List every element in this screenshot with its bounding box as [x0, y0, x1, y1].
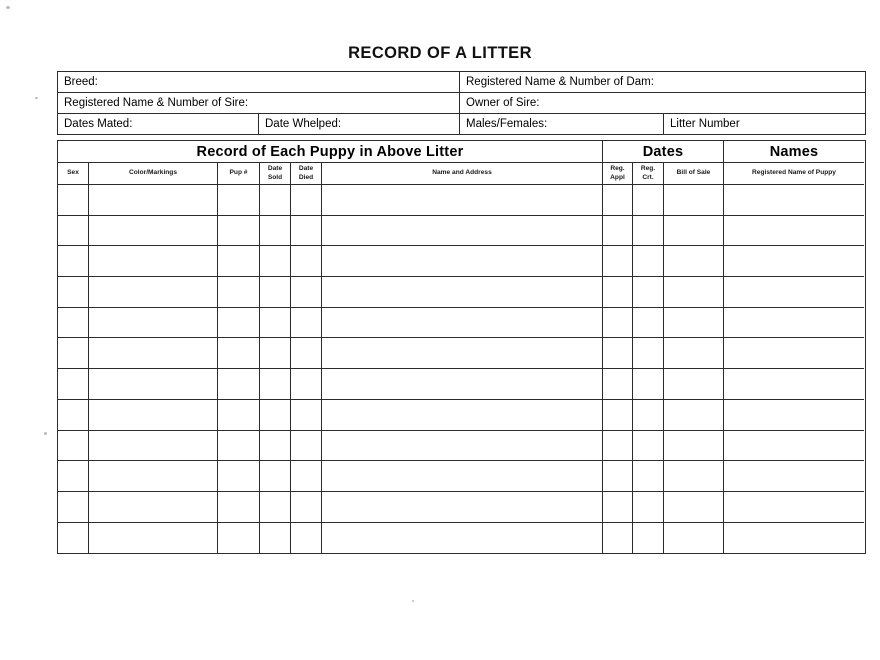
cell-date-died[interactable] — [290, 246, 321, 277]
cell-date-died[interactable] — [290, 431, 321, 462]
column-header-reg-appl-line2: Appl — [610, 173, 625, 181]
cell-date-died[interactable] — [290, 461, 321, 492]
table-column-header-row — [58, 163, 865, 185]
cell-name-and-address[interactable] — [321, 216, 602, 247]
table-row — [58, 246, 865, 277]
cell-bill-of-sale[interactable] — [663, 431, 723, 462]
cell-registered-name-of-puppy[interactable] — [723, 308, 864, 339]
cell-pup-number[interactable] — [217, 400, 259, 431]
registered-name-number-sire-label: Registered Name & Number of Sire: — [64, 97, 249, 109]
table-row — [58, 308, 865, 339]
cell-date-died[interactable] — [290, 400, 321, 431]
cell-registered-name-of-puppy[interactable] — [723, 216, 864, 247]
table-row — [58, 277, 865, 308]
cell-date-sold[interactable] — [259, 338, 290, 369]
cell-name-and-address[interactable] — [321, 492, 602, 523]
cell-pup-number[interactable] — [217, 461, 259, 492]
cell-registered-name-of-puppy[interactable] — [723, 461, 864, 492]
cell-date-died[interactable] — [290, 369, 321, 400]
table-row — [58, 369, 865, 400]
cell-date-sold[interactable] — [259, 308, 290, 339]
column-header-date-died — [290, 163, 321, 185]
column-header-color-markings: Color/Markings — [88, 163, 217, 185]
cell-date-sold[interactable] — [259, 185, 290, 216]
cell-date-sold[interactable] — [259, 216, 290, 247]
cell-bill-of-sale[interactable] — [663, 277, 723, 308]
cell-pup-number[interactable] — [217, 277, 259, 308]
cell-registered-name-of-puppy[interactable] — [723, 431, 864, 462]
owner-of-sire-label: Owner of Sire: — [459, 93, 865, 113]
cell-bill-of-sale[interactable] — [663, 246, 723, 277]
cell-sex[interactable] — [58, 431, 88, 462]
cell-color-markings[interactable] — [88, 431, 217, 462]
cell-reg-crt[interactable] — [632, 246, 663, 277]
cell-pup-number[interactable] — [217, 308, 259, 339]
column-header-date-sold-line2: Sold — [267, 173, 283, 181]
cell-date-sold[interactable] — [259, 523, 290, 554]
cell-pup-number[interactable] — [217, 338, 259, 369]
group-header-names: Names — [723, 141, 864, 163]
litter-number-label: Litter Number — [663, 114, 865, 134]
cell-sex[interactable] — [58, 369, 88, 400]
table-row — [58, 523, 865, 554]
cell-name-and-address[interactable] — [321, 338, 602, 369]
cell-registered-name-of-puppy[interactable] — [723, 338, 864, 369]
cell-registered-name-of-puppy[interactable] — [723, 523, 864, 554]
page-title: RECORD OF A LITTER — [348, 44, 532, 62]
cell-bill-of-sale[interactable] — [663, 523, 723, 554]
cell-registered-name-of-puppy[interactable] — [723, 246, 864, 277]
table-row — [58, 400, 865, 431]
cell-sex[interactable] — [58, 523, 88, 554]
cell-color-markings[interactable] — [88, 277, 217, 308]
cell-color-markings[interactable] — [88, 246, 217, 277]
cell-registered-name-of-puppy[interactable] — [723, 185, 864, 216]
scan-speck — [35, 97, 38, 99]
cell-color-markings[interactable] — [88, 492, 217, 523]
table-body — [58, 185, 865, 553]
cell-reg-crt[interactable] — [632, 308, 663, 339]
cell-sex[interactable] — [58, 338, 88, 369]
cell-reg-crt[interactable] — [632, 277, 663, 308]
cell-sex[interactable] — [58, 461, 88, 492]
cell-date-died[interactable] — [290, 338, 321, 369]
cell-sex[interactable] — [58, 400, 88, 431]
cell-date-sold[interactable] — [259, 277, 290, 308]
cell-bill-of-sale[interactable] — [663, 369, 723, 400]
cell-sex[interactable] — [58, 492, 88, 523]
cell-name-and-address[interactable] — [321, 246, 602, 277]
cell-reg-crt[interactable] — [632, 461, 663, 492]
column-header-date-sold-line1: Date — [267, 165, 283, 173]
cell-sex[interactable] — [58, 216, 88, 247]
cell-reg-appl[interactable] — [602, 492, 632, 523]
cell-bill-of-sale[interactable] — [663, 400, 723, 431]
males-females-label: Males/Females: — [459, 114, 663, 134]
cell-reg-crt[interactable] — [632, 400, 663, 431]
cell-bill-of-sale[interactable] — [663, 185, 723, 216]
header-row-dates-litter — [58, 114, 865, 135]
cell-reg-crt[interactable] — [632, 492, 663, 523]
dates-mated-label: Dates Mated: — [64, 118, 133, 130]
cell-pup-number[interactable] — [217, 369, 259, 400]
cell-date-sold[interactable] — [259, 492, 290, 523]
cell-registered-name-of-puppy[interactable] — [723, 277, 864, 308]
column-header-pup-number: Pup # — [217, 163, 259, 185]
table-row — [58, 461, 865, 492]
cell-date-died[interactable] — [290, 277, 321, 308]
cell-reg-appl[interactable] — [602, 369, 632, 400]
cell-reg-appl[interactable] — [602, 400, 632, 431]
puppy-record-table — [57, 140, 866, 554]
cell-name-and-address[interactable] — [321, 431, 602, 462]
cell-pup-number[interactable] — [217, 492, 259, 523]
cell-name-and-address[interactable] — [321, 369, 602, 400]
column-header-reg-crt — [632, 163, 663, 185]
cell-date-died[interactable] — [290, 216, 321, 247]
group-header-dates: Dates — [602, 141, 723, 163]
cell-pup-number[interactable] — [217, 185, 259, 216]
cell-date-died[interactable] — [290, 308, 321, 339]
cell-reg-crt[interactable] — [632, 185, 663, 216]
cell-date-sold[interactable] — [259, 369, 290, 400]
column-header-name-and-address: Name and Address — [321, 163, 602, 185]
cell-date-sold[interactable] — [259, 246, 290, 277]
cell-name-and-address[interactable] — [321, 523, 602, 554]
cell-sex[interactable] — [58, 246, 88, 277]
scan-speck — [412, 600, 414, 602]
group-header-record-of-each-puppy: Record of Each Puppy in Above Litter — [58, 141, 602, 163]
cell-name-and-address[interactable] — [321, 277, 602, 308]
header-row-sire-owner — [58, 93, 865, 114]
cell-date-died[interactable] — [290, 492, 321, 523]
column-header-reg-crt-line1: Reg. — [640, 165, 656, 173]
scan-speck — [44, 432, 47, 435]
table-row — [58, 492, 865, 523]
cell-sex[interactable] — [58, 277, 88, 308]
cell-color-markings[interactable] — [88, 523, 217, 554]
table-row — [58, 338, 865, 369]
column-header-date-died-line1: Date — [298, 165, 314, 173]
cell-reg-appl[interactable] — [602, 523, 632, 554]
cell-bill-of-sale[interactable] — [663, 461, 723, 492]
cell-date-sold[interactable] — [259, 400, 290, 431]
cell-sex[interactable] — [58, 185, 88, 216]
header-row-breed-dam — [58, 72, 865, 93]
cell-color-markings[interactable] — [88, 185, 217, 216]
column-header-date-died-line2: Died — [298, 173, 314, 181]
cell-date-died[interactable] — [290, 185, 321, 216]
litter-header-block — [57, 71, 866, 135]
column-header-date-sold — [259, 163, 290, 185]
cell-date-sold[interactable] — [259, 461, 290, 492]
cell-date-sold[interactable] — [259, 431, 290, 462]
table-row — [58, 216, 865, 247]
cell-reg-appl[interactable] — [602, 431, 632, 462]
cell-name-and-address[interactable] — [321, 185, 602, 216]
cell-pup-number[interactable] — [217, 431, 259, 462]
table-row — [58, 431, 865, 462]
cell-name-and-address[interactable] — [321, 461, 602, 492]
cell-reg-appl[interactable] — [602, 185, 632, 216]
cell-reg-appl[interactable] — [602, 308, 632, 339]
registered-name-number-dam-label: Registered Name & Number of Dam: — [459, 72, 865, 92]
cell-reg-crt[interactable] — [632, 431, 663, 462]
cell-color-markings[interactable] — [88, 338, 217, 369]
column-header-bill-of-sale: Bill of Sale — [663, 163, 723, 185]
cell-registered-name-of-puppy[interactable] — [723, 369, 864, 400]
cell-color-markings[interactable] — [88, 216, 217, 247]
cell-name-and-address[interactable] — [321, 308, 602, 339]
cell-bill-of-sale[interactable] — [663, 216, 723, 247]
cell-reg-crt[interactable] — [632, 369, 663, 400]
cell-registered-name-of-puppy[interactable] — [723, 492, 864, 523]
cell-sex[interactable] — [58, 308, 88, 339]
column-header-registered-name-of-puppy: Registered Name of Puppy — [723, 163, 864, 185]
date-whelped-label: Date Whelped: — [258, 114, 459, 134]
cell-color-markings[interactable] — [88, 369, 217, 400]
table-row — [58, 185, 865, 216]
breed-label: Breed: — [64, 76, 98, 88]
column-header-reg-appl-line1: Reg. — [610, 165, 625, 173]
cell-reg-appl[interactable] — [602, 216, 632, 247]
cell-bill-of-sale[interactable] — [663, 308, 723, 339]
cell-pup-number[interactable] — [217, 523, 259, 554]
column-header-reg-crt-line2: Crt. — [642, 173, 654, 181]
scan-speck — [6, 6, 10, 9]
cell-pup-number[interactable] — [217, 216, 259, 247]
cell-reg-appl[interactable] — [602, 277, 632, 308]
cell-color-markings[interactable] — [88, 461, 217, 492]
cell-reg-appl[interactable] — [602, 461, 632, 492]
cell-date-died[interactable] — [290, 523, 321, 554]
cell-name-and-address[interactable] — [321, 400, 602, 431]
cell-reg-crt[interactable] — [632, 216, 663, 247]
cell-registered-name-of-puppy[interactable] — [723, 400, 864, 431]
cell-reg-crt[interactable] — [632, 338, 663, 369]
cell-pup-number[interactable] — [217, 246, 259, 277]
column-header-sex: Sex — [58, 163, 88, 185]
cell-reg-appl[interactable] — [602, 246, 632, 277]
cell-reg-appl[interactable] — [602, 338, 632, 369]
table-group-header-row — [58, 141, 865, 163]
cell-color-markings[interactable] — [88, 400, 217, 431]
cell-bill-of-sale[interactable] — [663, 492, 723, 523]
cell-color-markings[interactable] — [88, 308, 217, 339]
cell-bill-of-sale[interactable] — [663, 338, 723, 369]
column-header-reg-appl — [602, 163, 632, 185]
cell-reg-crt[interactable] — [632, 523, 663, 554]
